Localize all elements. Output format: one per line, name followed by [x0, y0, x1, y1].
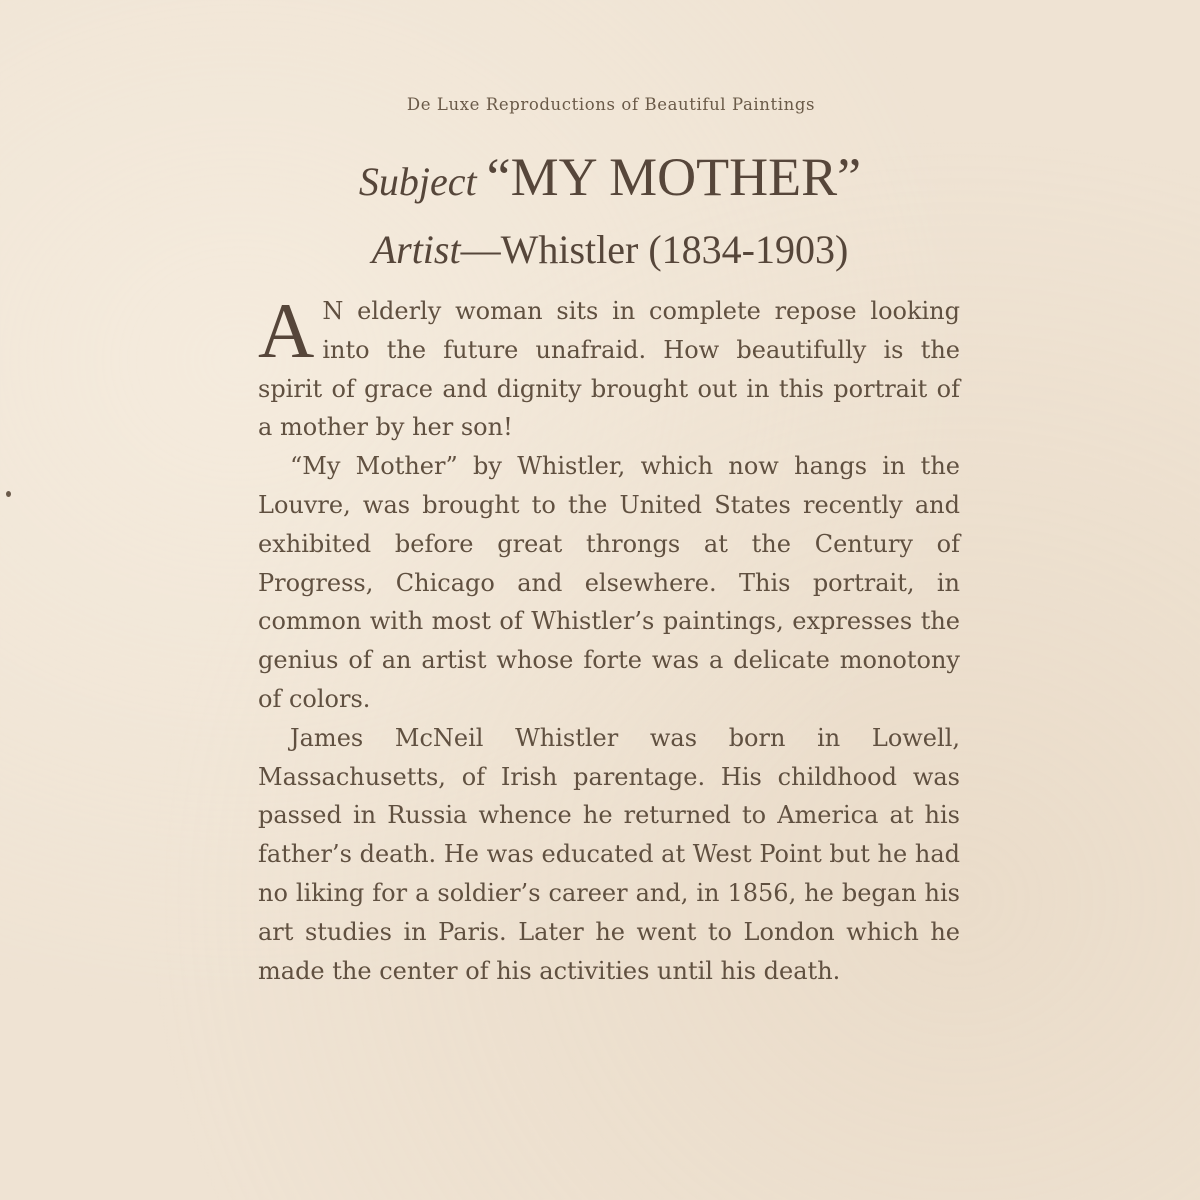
- paragraph-3: James McNeil Whistler was born in Lowell, Massachusetts, of Irish parentage. His childhood was passed in Russia whence he returned to America at his father’s death. He was educated at West Point but he had no liking for a soldier’s career and, in 1856, he began his art studies in Paris. Later he went to London which he made the center of his activities until his death.: [258, 723, 960, 985]
- series-header: De Luxe Reproductions of Beautiful Paintings: [406, 95, 816, 114]
- paper-speck: [6, 491, 11, 497]
- artist-label: Artist: [371, 227, 461, 272]
- subject-title: [0, 140, 1200, 219]
- paragraph-2: “My Mother” by Whistler, which now hangs in the Louvre, was brought to the United States recently and exhibited before great throngs at the Century of Progress, Chicago and elsewhere. This portrait, in common with most of Whistler’s paintings, expresses the genius of an artist whose forte was a delicate monotony of colors.: [258, 452, 960, 713]
- subject-label: Subject: [358, 159, 477, 204]
- paragraph-1-text: N elderly woman sits in complete repose looking into the future unafraid. How beautifully is the spirit of grace and dignity brought out in this portrait of a mother by her son!: [258, 297, 960, 442]
- subject-name: “MY MOTHER”: [486, 147, 862, 207]
- artist-name: —Whistler (1834-1903): [460, 227, 849, 272]
- article-body: [258, 287, 960, 990]
- drop-cap: A: [258, 287, 315, 374]
- paragraph-1: [258, 287, 960, 447]
- artist-line: [0, 218, 1200, 282]
